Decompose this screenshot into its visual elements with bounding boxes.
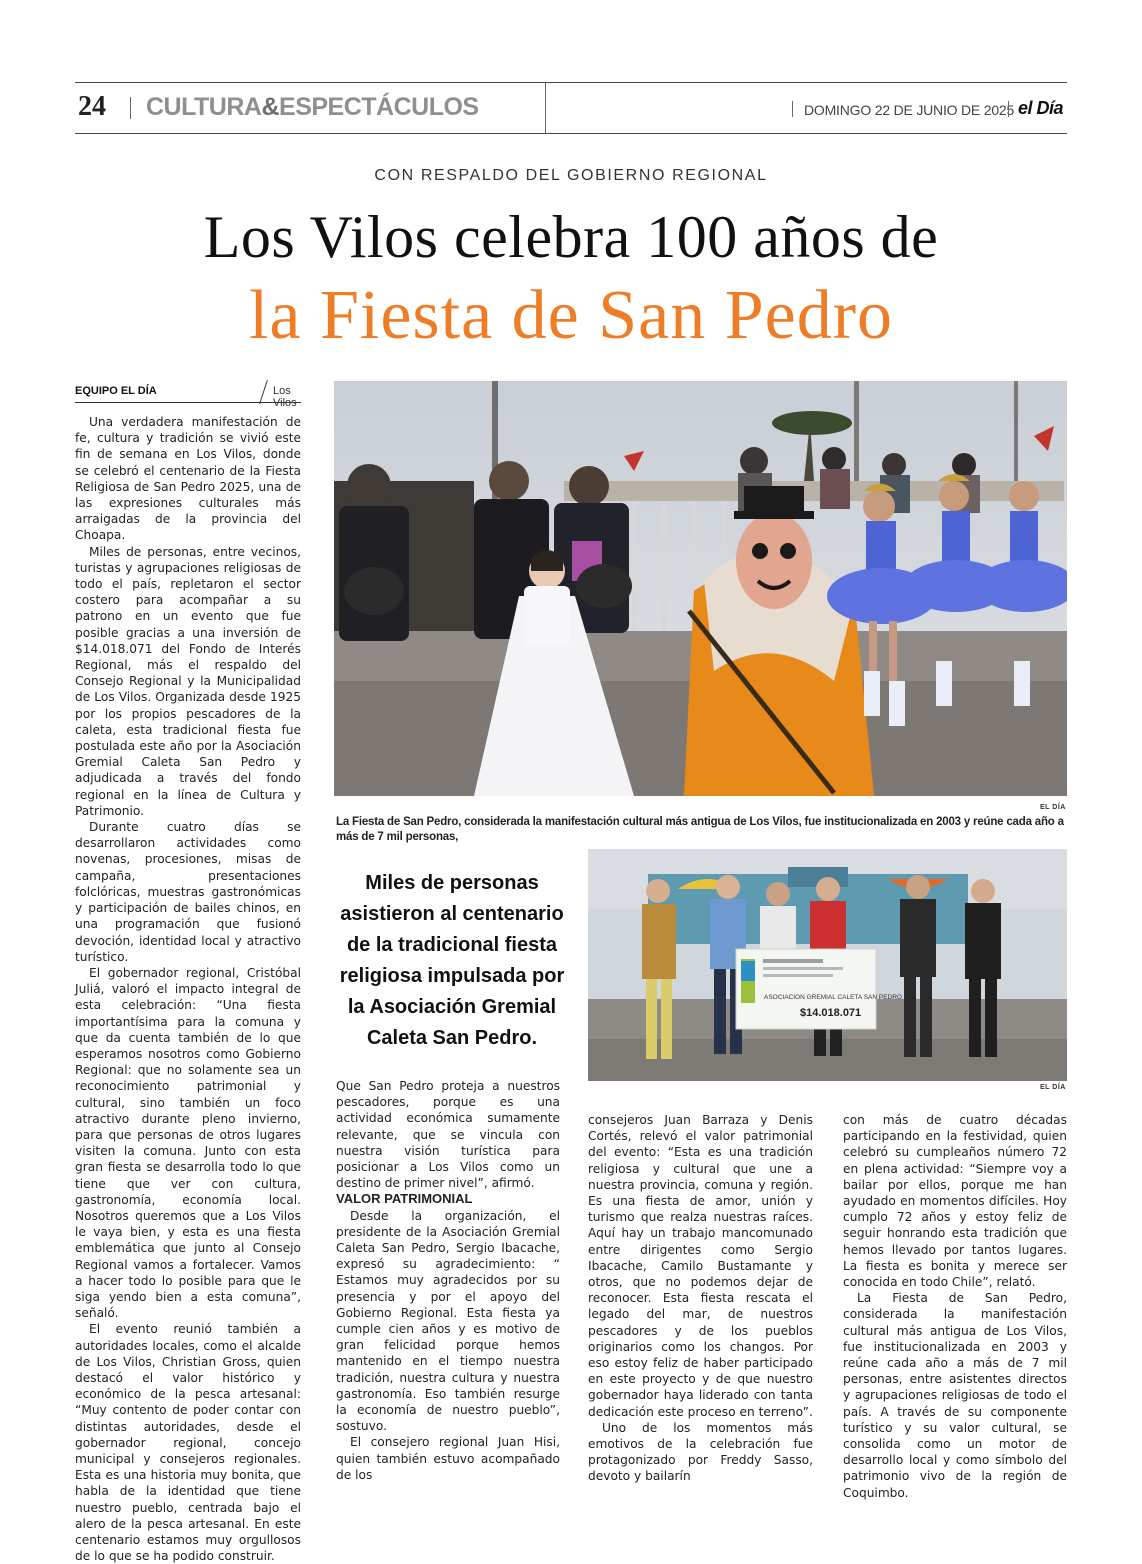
festival-illustration (334, 381, 1067, 796)
pull-quote: Miles de personas asistieron al centenario de la tradicional fiesta religiosa impulsada por la Asociación Gremial Caleta San Pedro. (339, 872, 565, 1049)
photo-credit: EL DÍA (1040, 1084, 1066, 1091)
subheading: VALOR PATRIMONIAL (336, 1191, 473, 1207)
paragraph: consejeros Juan Barraza y Denis Cortés, relevó el valor patrimonial del evento: “Esta es una tradición religiosa y cultural que une a nuestra provincia, comuna y región. Es una fiesta de amor, unión y turismo que realza nuestras raíces. Aquí hay un trabajo mancomunado entre dirigentes como Sergio Ibacache, Camilo Bustamante y otros, que no podemos dejar de reconocer. Esta fiesta rescata el legado del mar, de nuestros pescadores y de los pueblos originarios como los changos. Por eso estoy feliz de haber participado en este proyecto y de que nuestro gobernador haya liderado con tanta dedicación este proceso en terreno”. (588, 1113, 813, 1419)
paragraph: Desde la organización, el presidente de la Asociación Gremial Caleta San Pedro, Sergio Ibacache, expresó su agradecimiento: “ Estamos muy agradecidos por su presencia y por el apoyo del Gobierno Regional. Esta fiesta ya cumple cien años y es motivo de gran felicidad porque hemos mantenido en el tiempo nuestra tradición, nuestra cultura y nuestra gastronomía. Eso también resurge la economía de nuestro pueblo”, sostuvo. (336, 1208, 560, 1434)
article-column-2 (336, 1078, 560, 1483)
page-number: 24 (78, 91, 106, 122)
article-column-1 (75, 414, 301, 1564)
paragraph: Que San Pedro proteja a nuestros pescadores, porque es una actividad económica sumamente relevante, que se vincula con nuestra visión turística para posicionar a Los Vilos como un destino de primer nivel”, afirmó. (336, 1079, 560, 1191)
paragraph: El evento reunió también a autoridades locales, como el alcalde de Los Vilos, Christian Gross, quien destacó el valor histórico y económico de la pesca artesanal: “Muy contento de poder contar con distintas autoridades, desde el gobernador regional, concejo municipal y consejeros regionales. Esta es una historia muy bonita, que habla de la identidad que tiene nuestro pueblo, centrada bajo el alero de la pesca artesanal. En este centenario estamos muy orgullosos de lo que se ha podido construir. (75, 1322, 301, 1564)
header-divider (792, 101, 793, 117)
edition-date: DOMINGO 22 DE JUNIO DE 2025 (804, 102, 1015, 118)
check-amount: $14.018.071 (800, 1007, 862, 1019)
paragraph: El consejero regional Juan Hisi, quien también estuvo acompañado de los (336, 1435, 560, 1482)
paragraph: Una verdadera manifestación de fe, cultura y tradición se vivió este fin de semana en Los Vilos, donde se celebró el centenario de la Fiesta Religiosa de San Pedro 2025, una de las expresiones culturales más arraigadas de la provincia del Choapa. (75, 415, 301, 543)
paragraph: Durante cuatro días se desarrollaron actividades como novenas, procesiones, misas de campaña, presentaciones folclóricas, muestras gastronómicas y participación de bailes chinos, en una programación que fusionó devoción, identidad local y atractivo turístico. (75, 820, 301, 964)
section-title-part2: ESPECTÁCULOS (279, 93, 479, 121)
section-title (146, 93, 479, 122)
byline-location: Los Vilos (273, 385, 297, 409)
byline-author: EQUIPO EL DÍA (75, 385, 157, 397)
article-column-4 (843, 1112, 1067, 1501)
newspaper-logo: el Día (1018, 98, 1064, 118)
photo-credit: EL DÍA (1040, 804, 1066, 811)
paragraph: La Fiesta de San Pedro, considerada la manifestación cultural más antigua de Los Vilos, fue institucionalizada en 2003 y reúne cada año a más de 7 mil personas, entre asistentes directos y agrupaciones religiosas de todo el país. A través de su componente turístico y su valor cultural, se consolida como un motor de desarrollo local y como símbolo del patrimonio vivo de la región de Coquimbo. (843, 1291, 1067, 1500)
header-divider (1008, 101, 1009, 117)
byline (75, 380, 301, 409)
header-top-rule (75, 82, 1067, 83)
check-payee: ASOCIACION GREMIAL CALETA SAN PEDRO (764, 994, 902, 1001)
headline-line1: Los Vilos celebra 100 años de (203, 204, 939, 270)
photo-caption: La Fiesta de San Pedro, considerada la manifestación cultural más antigua de Los Vilos, fue institucionalizada en 2003 y reúne cada año a más de 7 mil personas, (336, 816, 1064, 843)
paragraph: El gobernador regional, Cristóbal Juliá, valoró el impacto integral de esta celebración: “Una fiesta importantísima para la comuna y que da cuenta también de lo que esperamos nosotros como Gobierno Regional: que no solamente sea un reconocimiento patrimonial y cultural, sino también un foco atractivo durante pleno invierno, para que personas de otros lugares visiten la comuna. Junto con esta gran fiesta se desarrolla todo lo que tiene que ver con cultura, gastronomía, economía local. Nosotros queremos que a Los Vilos le vaya bien, y esta es una fiesta emblemática que junto al Consejo Regional vamos a fortalecer. Vamos a hacer todo lo posible para que le siga yendo bien a esta comuna”, señaló. (75, 965, 301, 1321)
byline-slash (259, 380, 268, 404)
header-divider (130, 97, 131, 119)
ceremony-illustration (588, 849, 1067, 1081)
main-photo-festival (334, 381, 1067, 796)
paragraph: Miles de personas, entre vecinos, turistas y agrupaciones religiosas de todo el país, repletaron el sector costero para acompañar a su patrono en un evento que fue posible gracias a una inversión de $14.018.071 del Fondo de Interés Regional, más el respaldo del Consejo Regional y la Municipalidad de Los Vilos. Organizada desde 1925 por los propios pescadores de la caleta, esta tradicional fiesta fue postulada este año por la Asociación Gremial Caleta San Pedro y adjudicada a través del fondo regional en la línea de Cultura y Patrimonio. (75, 544, 301, 818)
article-kicker: CON RESPALDO DEL GOBIERNO REGIONAL (374, 167, 768, 184)
header-box-edge (545, 83, 546, 133)
check-ceremony-photo (588, 849, 1067, 1081)
section-title-amp: & (261, 93, 280, 121)
header-bottom-rule (75, 133, 1067, 134)
paragraph: con más de cuatro décadas participando en la festividad, quien celebró su cumpleaños número 72 en plena actividad: “Siempre voy a bailar por ellos, porque me han ayudado en momentos difíciles. Hoy cumplo 72 años y estoy feliz de seguir honrando esta tradición que hemos llevado por tantos lugares. La fiesta es bonita y merece ser conocida en todo Chile”, relató. (843, 1113, 1067, 1290)
article-column-3 (588, 1112, 813, 1485)
section-title-part1: CULTURA (146, 93, 262, 121)
paragraph: Uno de los momentos más emotivos de la celebración fue protagonizado por Freddy Sasso, devoto y bailarín (588, 1420, 813, 1484)
headline-line2: la Fiesta de San Pedro (248, 277, 894, 354)
